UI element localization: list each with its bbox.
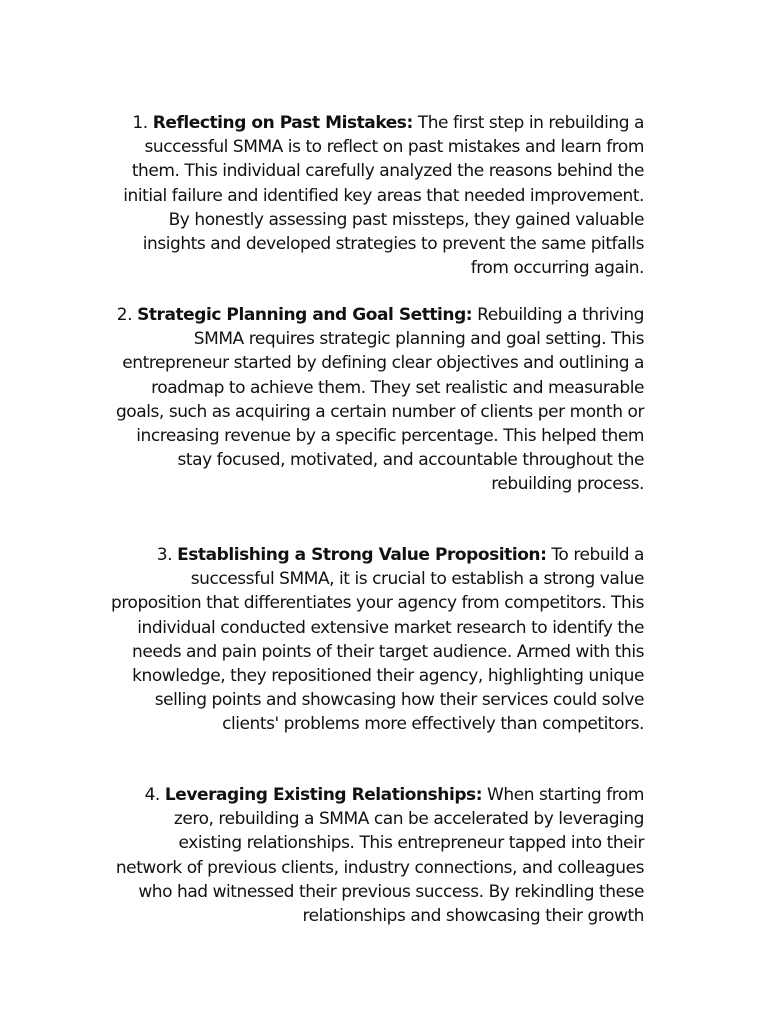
list-item-heading: Reflecting on Past Mistakes:: [152, 113, 413, 133]
list-item-number: 3.: [156, 545, 173, 565]
list-item-number: 4.: [144, 785, 160, 805]
list-item-number: 2.: [116, 305, 133, 325]
list-item-heading: Establishing a Strong Value Proposition:: [177, 545, 547, 565]
list-item-heading: Leveraging Existing Relationships:: [164, 785, 483, 805]
list-item-number: 1.: [132, 113, 148, 133]
list-item-heading: Strategic Planning and Goal Setting:: [137, 305, 473, 325]
list-item-body: Rebuilding a thriving SMMA requires strategic planning and goal setting. This entrepreneur started by defining clear objectives and outlining a roadmap to achieve them. They set realistic and measurable goals, such as acquiring a certain number of clients per month or increasing revenue by a specific percentage. This helped them stay focused, motivated, and accountable throughout the rebuilding process.: [115, 305, 644, 495]
list-item-body: When starting from zero, rebuilding a SMMA can be accelerated by leveraging existing relationships. This entrepreneur tapped into their network of previous clients, industry connections, and colleagues who had witnessed their previous success. By rekindling these relationships and showcasing their growth: [115, 785, 644, 927]
list-item-strategic-planning: [110, 303, 644, 497]
list-item-reflecting-on-past-mistakes: [110, 111, 644, 280]
list-item-body: The first step in rebuilding a successful SMMA is to reflect on past mistakes and learn from them. This individual carefully analyzed the reasons behind the initial failure and identified key areas that needed improvement. By honestly assessing past missteps, they gained valuable insights and developed strategies to prevent the same pitfalls from occurring again.: [123, 113, 644, 279]
list-item-existing-relationships: [110, 783, 644, 928]
list-item-body: To rebuild a successful SMMA, it is crucial to establish a strong value proposition that differentiates your agency from competitors. This individual conducted extensive market research to identify the needs and pain points of their target audience. Armed with this knowledge, they repositioned their agency, highlighting unique selling points and showcasing how their services could solve clients' problems more effectively than competitors.: [110, 545, 644, 735]
list-item-value-proposition: [110, 543, 644, 737]
